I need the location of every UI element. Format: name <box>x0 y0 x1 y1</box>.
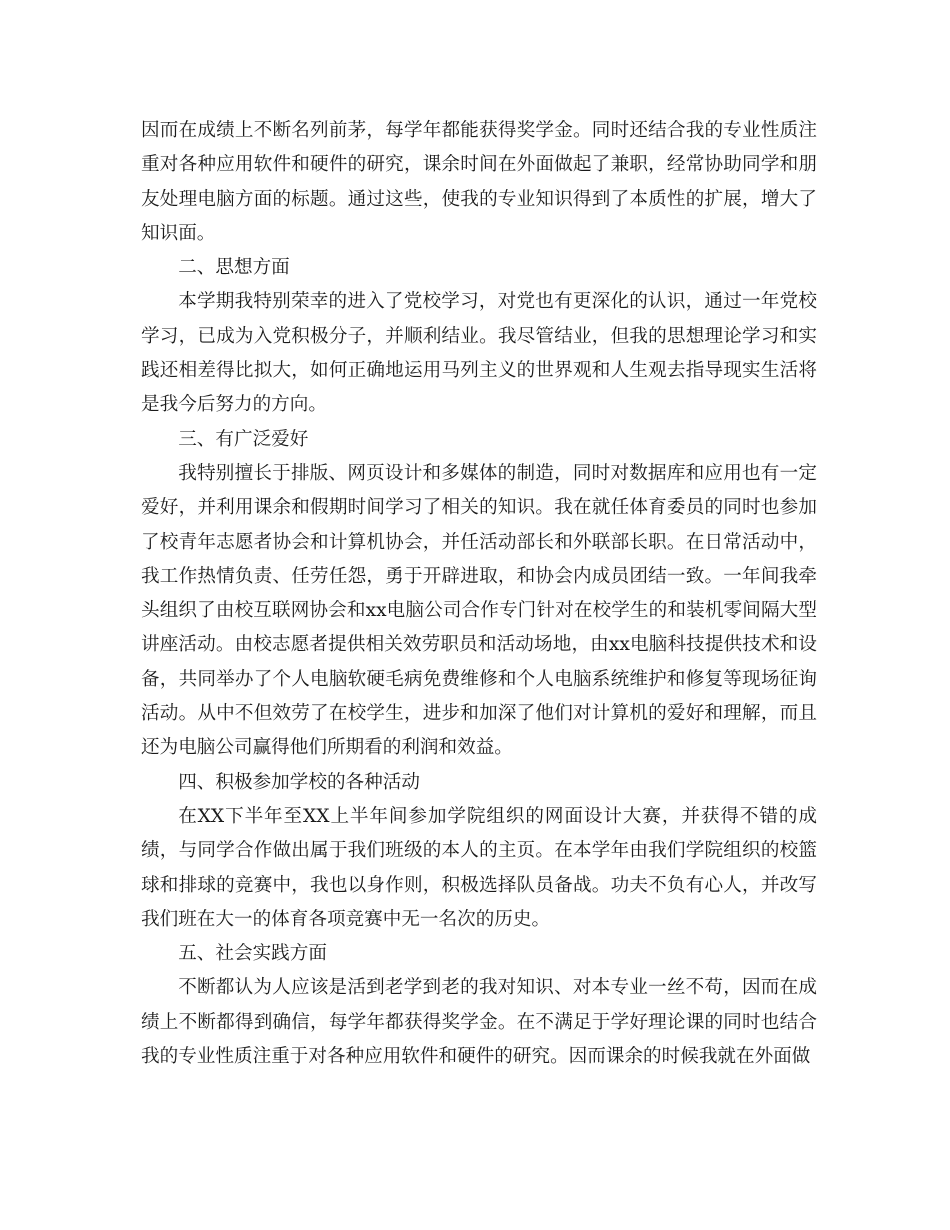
paragraph-activities: 在XX下半年至XX上半年间参加学院组织的网面设计大赛，并获得不错的成绩，与同学合作做出属于我们班级的本人的主页。在本学年由我们学院组织的校篮球和排球的竞赛中，我也以身作则，积极选择队员备战。功夫不负有心人，并改写我们班在大一的体育各项竞赛中无一名次的历史。 <box>141 805 817 930</box>
paragraph-thought: 本学期我特别荣幸的进入了党校学习，对党也有更深化的认识，通过一年党校学习，已成为入党积极分子，并顺利结业。我尽管结业，但我的思想理论学习和实践还相差得比拟大，如何正确地运用马列主义的世界观和人生观去指导现实生活将是我今后努力的方向。 <box>141 291 817 416</box>
section-heading-hobbies: 三、有广泛爱好 <box>178 428 309 450</box>
document-body <box>141 114 817 1074</box>
section-heading-thought: 二、思想方面 <box>178 257 290 279</box>
section-heading-activities: 四、积极参加学校的各种活动 <box>178 771 420 793</box>
paragraph-social-practice: 不断都认为人应该是活到老学到老的我对知识、对本专业一丝不苟，因而在成绩上不断都得到确信，每学年都获得奖学金。在不满足于学好理论课的同时也结合我的专业性质注重于对各种应用软件和硬件的研究。因而课余的时候我就在外面做 <box>141 977 817 1068</box>
paragraph-continued: 因而在成绩上不断名列前茅，每学年都能获得奖学金。同时还结合我的专业性质注重对各种应用软件和硬件的研究，课余时间在外面做起了兼职，经常协助同学和朋友处理电脑方面的标题。通过这些，使我的专业知识得到了本质性的扩展，增大了知识面。 <box>141 120 817 244</box>
paragraph-hobbies: 我特别擅长于排版、网页设计和多媒体的制造，同时对数据库和应用也有一定爱好，并利用课余和假期时间学习了相关的知识。我在就任体育委员的同时也参加了校青年志愿者协会和计算机协会，并任活动部长和外联部长职。在日常活动中，我工作热情负责、任劳任怨，勇于开辟进取，和协会内成员团结一致。一年间我牵头组织了由校互联网协会和xx电脑公司合作专门针对在校学生的和装机零间隔大型讲座活动。由校志愿者提供相关效劳职员和活动场地，由xx电脑科技提供技术和设备，共同举办了个人电脑软硬毛病免费维修和个人电脑系统维护和修复等现场征询活动。从中不但效劳了在校学生，进步和加深了他们对计算机的爱好和理解，而且还为电脑公司赢得他们所期看的利润和效益。 <box>141 462 817 759</box>
section-heading-social-practice: 五、社会实践方面 <box>178 943 327 965</box>
